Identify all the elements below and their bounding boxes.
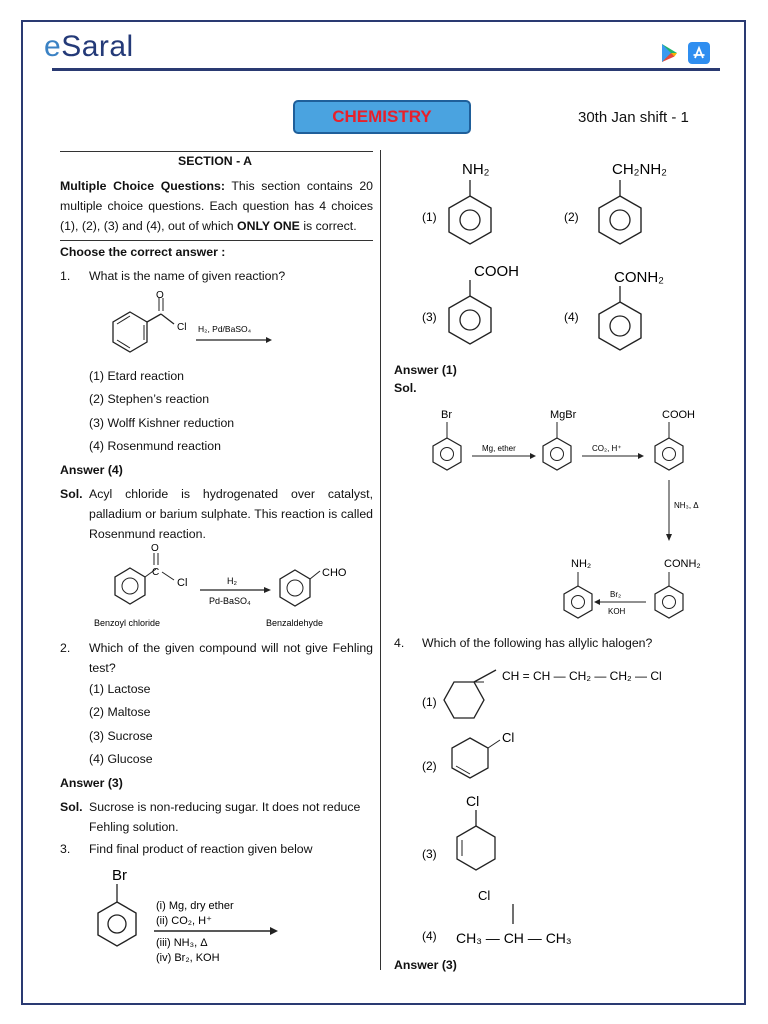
q1-option-4[interactable]: (4) Rosenmund reaction [89, 439, 221, 453]
svg-text:H₂, Pd/BaSO₄: H₂, Pd/BaSO₄ [198, 324, 252, 334]
svg-text:(4): (4) [564, 310, 579, 324]
svg-text:CH₃ — CH — CH₃: CH₃ — CH — CH₃ [456, 930, 572, 946]
google-play-icon[interactable] [658, 42, 680, 64]
q4-answer: Answer (3) [394, 958, 457, 972]
subject-badge: CHEMISTRY [293, 100, 471, 134]
app-store-icon[interactable] [688, 42, 710, 64]
svg-text:(3): (3) [422, 310, 437, 324]
instructions-rule [60, 240, 373, 241]
svg-text:CONH₂: CONH₂ [614, 269, 664, 286]
q2-option-3[interactable]: (3) Sucrose [89, 729, 153, 743]
svg-text:MgBr: MgBr [550, 409, 577, 421]
svg-text:(3): (3) [422, 847, 437, 861]
q2-option-1[interactable]: (1) Lactose [89, 682, 151, 696]
q3-solution-scheme [416, 404, 716, 626]
svg-text:Benzoyl chloride: Benzoyl chloride [94, 618, 161, 628]
svg-text:Cl: Cl [502, 730, 515, 745]
svg-text:CH₂NH₂: CH₂NH₂ [612, 161, 667, 178]
q2-text: Which of the given compound will not give Fehling test? [89, 641, 373, 675]
svg-text:Cl: Cl [466, 793, 480, 809]
svg-text:H₂: H₂ [227, 576, 237, 586]
svg-text:O: O [151, 543, 159, 554]
column-divider [380, 150, 381, 970]
svg-text:Pd-BaSO₄: Pd-BaSO₄ [209, 596, 251, 606]
q1-reaction-diagram [100, 290, 290, 362]
section-instructions: Multiple Choice Questions: This section contains 20 multiple choice questions. Each question has 4 choices (1), (2), (3) and (4), out of which ONLY ONE is correct. [60, 179, 373, 233]
q2-solution: Sucrose is non-reducing sugar. It does not reduce Fehling solution. [89, 800, 361, 834]
svg-text:(1): (1) [422, 210, 437, 224]
q4-text: Which of the following has allylic halogen? [422, 636, 653, 650]
svg-text:Cl: Cl [177, 322, 187, 333]
svg-text:Br: Br [112, 867, 127, 884]
q4-number: 4. [394, 636, 405, 650]
svg-text:NH₂: NH₂ [571, 558, 592, 570]
svg-text:NH₃, Δ: NH₃, Δ [674, 501, 699, 510]
q3-options-diagram [390, 150, 730, 364]
esaral-logo[interactable]: eSaral [44, 30, 134, 63]
q3-answer: Answer (1) [394, 363, 457, 377]
svg-text:Mg, ether: Mg, ether [482, 444, 516, 453]
q1-answer: Answer (4) [60, 463, 123, 477]
svg-text:CHO: CHO [322, 567, 347, 579]
svg-text:NH₂: NH₂ [462, 161, 490, 178]
svg-text:Br: Br [441, 409, 452, 421]
q2-option-2[interactable]: (2) Maltose [89, 705, 151, 719]
svg-text:C: C [152, 567, 160, 578]
section-title: SECTION - A [178, 154, 253, 168]
choose-heading: Choose the correct answer : [60, 245, 226, 259]
svg-text:Br₂: Br₂ [610, 590, 622, 599]
q3-reaction-diagram [84, 862, 284, 972]
q2-option-4[interactable]: (4) Glucose [89, 752, 153, 766]
svg-text:(2): (2) [564, 210, 579, 224]
exam-shift: 30th Jan shift - 1 [578, 109, 689, 126]
q3-text: Find final product of reaction given below [89, 842, 313, 856]
svg-text:CO₂, H⁺: CO₂, H⁺ [592, 444, 622, 453]
svg-text:CH = CH — CH₂ — CH₂ — Cl: CH = CH — CH₂ — CH₂ — Cl [502, 669, 662, 683]
q2-answer: Answer (3) [60, 776, 123, 790]
q1-number: 1. [60, 269, 71, 283]
svg-text:Benzaldehyde: Benzaldehyde [266, 618, 324, 628]
q2-number: 2. [60, 641, 71, 655]
q1-option-1[interactable]: (1) Etard reaction [89, 369, 185, 383]
rosenmund-reaction-diagram [92, 540, 362, 632]
q1-option-2[interactable]: (2) Stephen’s reaction [89, 392, 210, 406]
svg-text:(2): (2) [422, 759, 437, 773]
svg-text:CONH₂: CONH₂ [664, 558, 701, 570]
svg-text:Cl: Cl [478, 888, 491, 903]
svg-text:(i) Mg, dry ether: (i) Mg, dry ether [156, 900, 234, 912]
q1-text: What is the name of given reaction? [89, 269, 286, 283]
q3-number: 3. [60, 842, 71, 856]
svg-text:COOH: COOH [474, 263, 519, 280]
q1-option-3[interactable]: (3) Wolff Kishner reduction [89, 416, 235, 430]
q3-sol-label: Sol. [394, 381, 417, 395]
svg-text:(ii) CO₂, H⁺: (ii) CO₂, H⁺ [156, 915, 212, 927]
header-rule [52, 68, 720, 71]
q2-sol-label: Sol. [60, 800, 83, 814]
q4-options-diagram [416, 660, 716, 956]
svg-text:KOH: KOH [608, 607, 626, 616]
svg-text:(1): (1) [422, 695, 437, 709]
svg-text:Cl: Cl [177, 577, 188, 589]
q1-solution: Acyl chloride is hydrogenated over catalyst, palladium or barium sulphate. This reaction is called Rosenmund reaction. [89, 487, 373, 541]
q1-sol-label: Sol. [60, 487, 83, 501]
svg-text:(iv) Br₂, KOH: (iv) Br₂, KOH [156, 952, 220, 964]
svg-text:(iii) NH₃, Δ: (iii) NH₃, Δ [156, 937, 208, 949]
svg-text:COOH: COOH [662, 409, 695, 421]
svg-text:O: O [156, 290, 164, 301]
svg-text:(4): (4) [422, 929, 437, 943]
